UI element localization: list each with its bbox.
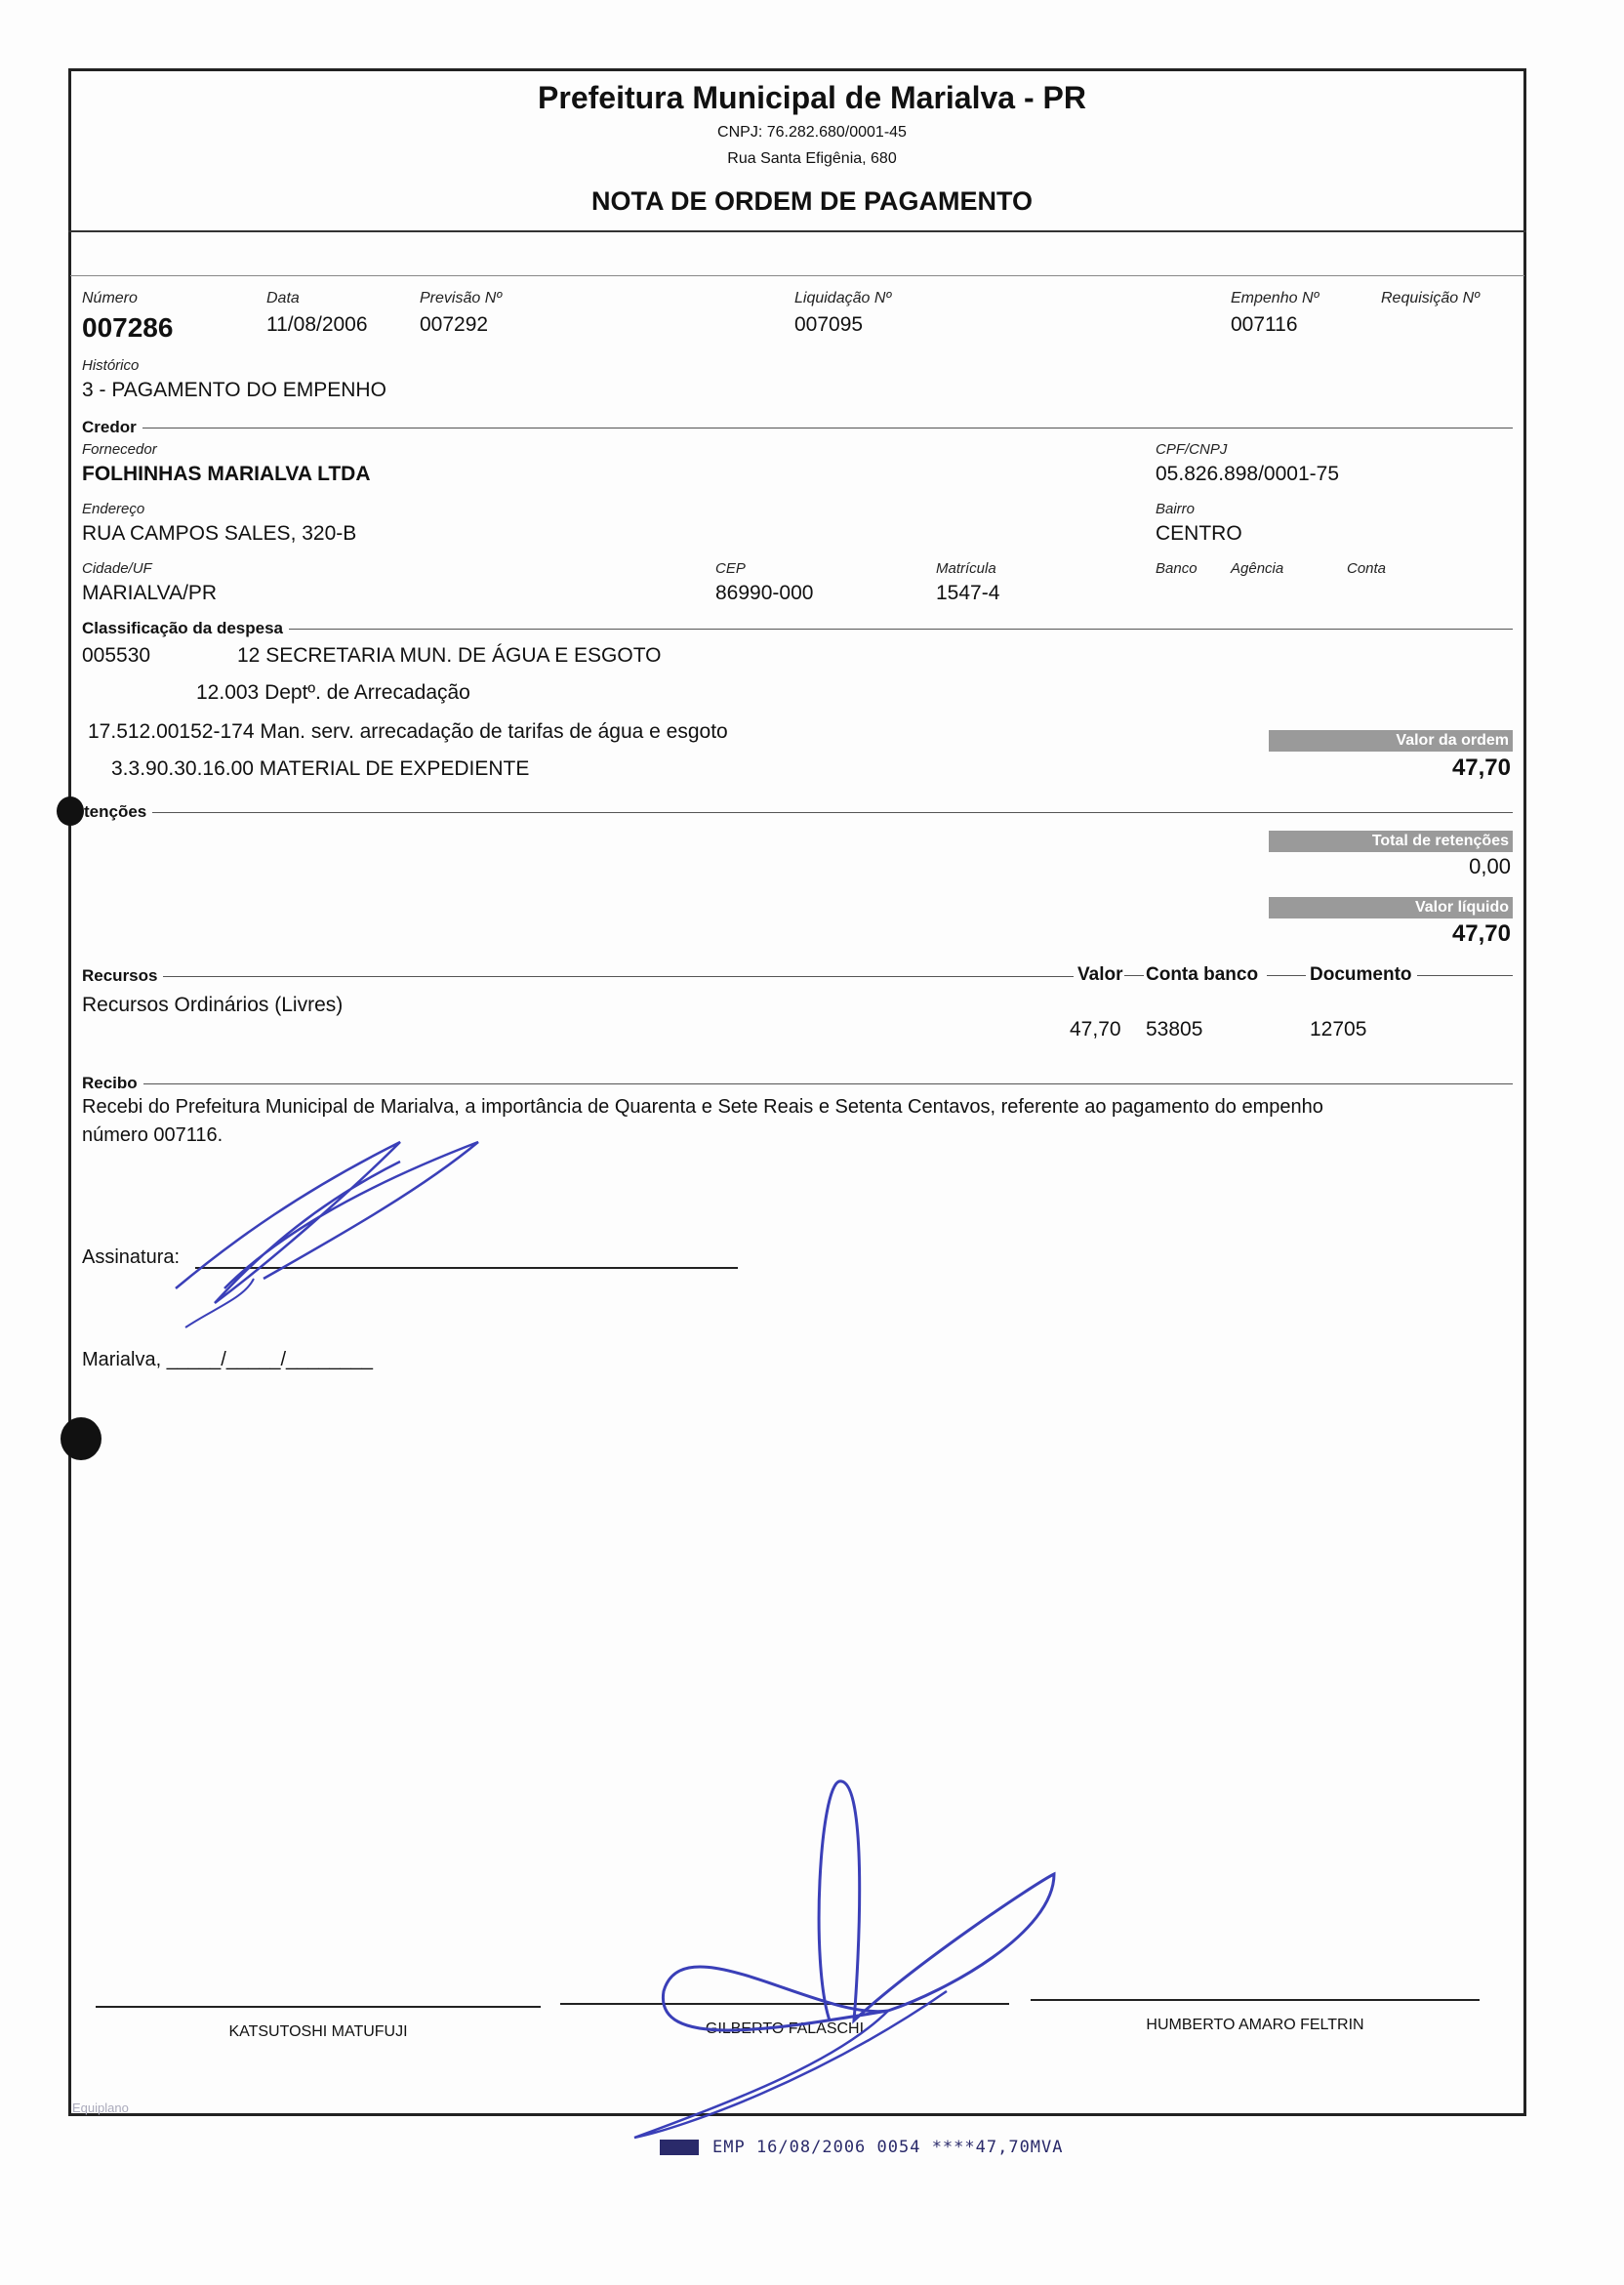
cnpj-line: CNPJ: 76.282.680/0001-45 xyxy=(717,124,907,141)
cpf-cnpj-value: 05.826.898/0001-75 xyxy=(1156,463,1340,485)
recursos-connector-3 xyxy=(1417,975,1513,976)
classificacao-departamento: 12.003 Deptº. de Arrecadação xyxy=(196,681,470,704)
header-subdivider xyxy=(70,275,1524,276)
classificacao-elemento: 3.3.90.30.16.00 MATERIAL DE EXPEDIENTE xyxy=(111,757,530,780)
valor-column-header: Valor xyxy=(1077,964,1123,985)
bairro-label: Bairro xyxy=(1156,501,1196,517)
previsao-label: Previsão Nº xyxy=(420,290,503,306)
recursos-conta-banco: 53805 xyxy=(1146,1018,1203,1040)
cidade-value: MARIALVA/PR xyxy=(82,582,218,604)
classificacao-secretaria: 12 SECRETARIA MUN. DE ÁGUA E ESGOTO xyxy=(237,644,662,667)
credor-label: Credor xyxy=(82,418,137,436)
bank-stamp-logo xyxy=(660,2140,699,2155)
bank-authentication-stamp: EMP 16/08/2006 0054 ****47,70MVA xyxy=(712,2138,1064,2157)
valor-liquido-label: Valor líquido xyxy=(1269,897,1513,918)
valor-ordem-value: 47,70 xyxy=(1451,755,1511,781)
liquidacao-value: 007095 xyxy=(794,313,864,336)
cep-label: CEP xyxy=(715,560,746,577)
recibo-section-header xyxy=(82,1074,1513,1093)
cidade-label: Cidade/UF xyxy=(82,560,152,577)
agencia-label: Agência xyxy=(1231,560,1284,577)
credor-section-header xyxy=(82,418,1513,437)
conta-banco-column-header: Conta banco xyxy=(1146,964,1259,985)
recibo-label: Recibo xyxy=(82,1074,138,1092)
matricula-value: 1547-4 xyxy=(936,582,1000,604)
recibo-text-line2: número 007116. xyxy=(82,1124,223,1146)
recibo-text-line1: Recebi do Prefeitura Municipal de Marialva, a importância de Quarenta e Sete Reais e Setenta Centavos, referente ao pagamento do empenho xyxy=(82,1096,1323,1118)
signatory-3-name: HUMBERTO AMARO FELTRIN xyxy=(1146,2017,1364,2033)
recursos-section-header xyxy=(82,966,1077,986)
recursos-connector-2 xyxy=(1267,975,1306,976)
fornecedor-label: Fornecedor xyxy=(82,441,157,458)
header-divider xyxy=(68,230,1526,232)
data-label: Data xyxy=(266,290,300,306)
numero-label: Número xyxy=(82,290,138,306)
total-retencoes-value: 0,00 xyxy=(1469,854,1511,878)
valor-ordem-label: Valor da ordem xyxy=(1269,730,1513,752)
empenho-label: Empenho Nº xyxy=(1231,290,1320,306)
bairro-value: CENTRO xyxy=(1156,522,1242,545)
software-watermark: Equiplano xyxy=(72,2101,129,2115)
classificacao-programa: 17.512.00152-174 Man. serv. arrecadação de tarifas de água e esgoto xyxy=(88,720,728,743)
data-recebimento-line: Marialva, _____/_____/________ xyxy=(82,1349,374,1370)
recursos-label: Recursos xyxy=(82,966,158,985)
valor-liquido-value: 47,70 xyxy=(1451,920,1511,947)
liquidacao-label: Liquidação Nº xyxy=(794,290,892,306)
retencoes-label: tenções xyxy=(84,802,147,821)
signature-line-1 xyxy=(96,2006,541,2008)
recursos-valor: 47,70 xyxy=(1070,1018,1121,1040)
cep-value: 86990-000 xyxy=(715,582,814,604)
recursos-connector-1 xyxy=(1124,975,1144,976)
endereco-label: Endereço xyxy=(82,501,145,517)
cpf-cnpj-label: CPF/CNPJ xyxy=(1156,441,1228,458)
classificacao-label: Classificação da despesa xyxy=(82,619,284,637)
banco-label: Banco xyxy=(1156,560,1198,577)
signatory-2-name: GILBERTO FALASCHI xyxy=(705,2020,865,2037)
address-line: Rua Santa Efigênia, 680 xyxy=(727,150,897,167)
conta-label: Conta xyxy=(1347,560,1387,577)
matricula-label: Matrícula xyxy=(936,560,996,577)
empenho-value: 007116 xyxy=(1231,313,1298,336)
punch-hole-mark-2 xyxy=(61,1417,102,1460)
historico-value: 3 - PAGAMENTO DO EMPENHO xyxy=(82,379,386,401)
recursos-documento: 12705 xyxy=(1310,1018,1367,1040)
requisicao-label: Requisição Nº xyxy=(1381,290,1480,306)
classificacao-codigo: 005530 xyxy=(82,644,151,667)
punch-hole-mark xyxy=(57,796,84,826)
classificacao-section-header xyxy=(82,619,1513,638)
recursos-nome: Recursos Ordinários (Livres) xyxy=(82,994,344,1016)
total-retencoes-label: Total de retenções xyxy=(1269,831,1513,852)
fornecedor-value: FOLHINHAS MARIALVA LTDA xyxy=(82,463,371,485)
document-title: NOTA DE ORDEM DE PAGAMENTO xyxy=(590,186,1033,216)
numero-value: 007286 xyxy=(82,312,174,343)
endereco-value: RUA CAMPOS SALES, 320-B xyxy=(82,522,357,545)
previsao-value: 007292 xyxy=(420,313,489,336)
recipient-signature xyxy=(156,1132,498,1347)
retencoes-section-header xyxy=(84,802,1513,822)
assinatura-label: Assinatura: xyxy=(82,1246,181,1268)
signature-line-3 xyxy=(1031,1999,1480,2001)
data-value: 11/08/2006 xyxy=(266,313,368,336)
official-signature xyxy=(625,1767,1074,2157)
municipality-title: Prefeitura Municipal de Marialva - PR xyxy=(538,80,1086,115)
documento-column-header: Documento xyxy=(1310,964,1412,985)
signatory-1-name: KATSUTOSHI MATUFUJI xyxy=(228,2023,408,2040)
historico-label: Histórico xyxy=(82,357,140,374)
